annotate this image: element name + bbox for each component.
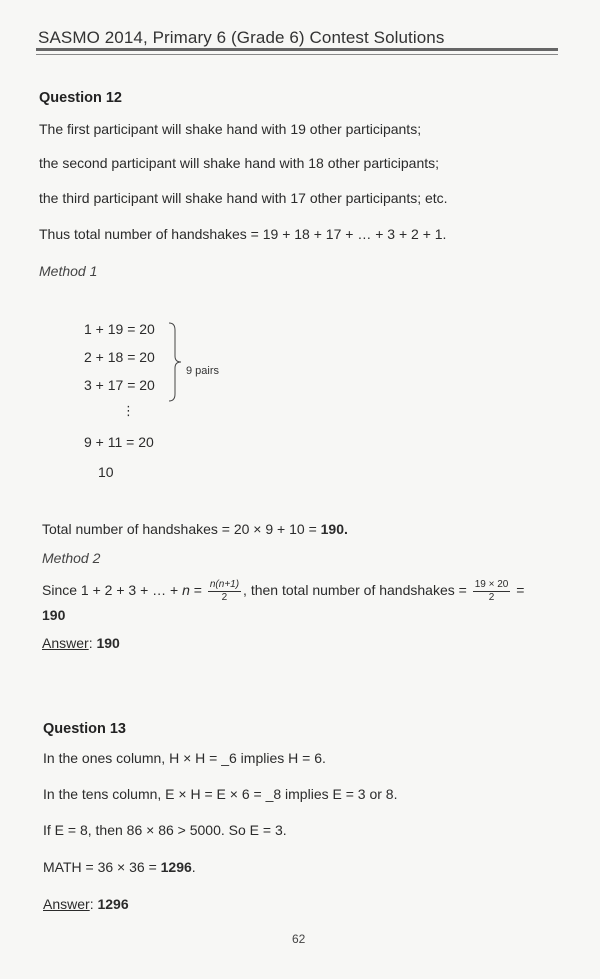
answer-value: 1296 (97, 896, 129, 912)
q13-line-1: In the ones column, H × H = _6 implies H = 6. (43, 750, 326, 766)
pair-2: 2 + 18 = 20 (84, 349, 155, 365)
q13-line-2: In the tens column, E × H = E × 6 = _8 implies E = 3 or 8. (43, 786, 398, 802)
pairs-label: 9 pairs (186, 365, 220, 377)
fraction-2-numerator: 19 × 20 (474, 578, 509, 590)
answer-label: Answer (42, 635, 89, 651)
q12-line-4: Thus total number of handshakes = 19 + 18 + 17 + … + 3 + 2 + 1. (39, 226, 447, 242)
fraction-1-numerator: n(n+1) (209, 578, 240, 590)
answer-value: 190 (96, 635, 120, 651)
method-2-label: Method 2 (42, 550, 101, 566)
fraction-19x20 (473, 579, 511, 604)
question-12-title: Question 12 (39, 90, 122, 106)
total-prefix: Total number of handshakes = 20 × 9 + 10 = (42, 521, 321, 537)
method-1-label: Method 1 (39, 263, 98, 279)
since-n: n (182, 582, 190, 598)
since-end: = (512, 582, 525, 598)
question-13-title: Question 13 (43, 721, 126, 737)
header-rule-thin (36, 54, 558, 55)
math-value: 1296 (160, 859, 192, 875)
q13-math-line (43, 859, 196, 875)
page-number: 62 (292, 932, 306, 946)
q12-answer (42, 635, 120, 651)
q13-line-3: If E = 8, then 86 × 86 > 5000. So E = 3. (43, 822, 287, 838)
q12-line-2: the second participant will shake hand with 18 other participants; (39, 155, 440, 171)
math-prefix: MATH = 36 × 36 = (43, 859, 161, 875)
math-end: . (191, 859, 196, 875)
since-eq: = (189, 582, 206, 598)
vertical-ellipsis: ⋮ (122, 403, 135, 418)
fraction-n-formula (208, 579, 241, 604)
fraction-1-denominator: 2 (221, 591, 228, 603)
total-handshakes-line (42, 521, 348, 537)
q13-answer (43, 896, 129, 912)
pair-3: 3 + 17 = 20 (84, 377, 155, 393)
since-line (42, 578, 524, 604)
header-rule (36, 48, 558, 51)
middle-number: 10 (98, 464, 114, 480)
total-value: 190. (320, 521, 348, 537)
since-prefix: Since 1 + 2 + 3 + … + (42, 582, 183, 598)
answer-colon: : (89, 896, 98, 912)
pair-9: 9 + 11 = 20 (84, 434, 154, 450)
answer-colon: : (88, 635, 97, 651)
q12-line-1: The first participant will shake hand with 19 other participants; (39, 121, 422, 137)
page-header-title: SASMO 2014, Primary 6 (Grade 6) Contest Solutions (38, 28, 445, 47)
since-result: 190 (42, 607, 66, 623)
q12-line-3: the third participant will shake hand with 17 other participants; etc. (39, 190, 448, 206)
fraction-2-denominator: 2 (488, 591, 495, 603)
since-mid: , then total number of handshakes = (243, 582, 471, 598)
curly-brace-icon (168, 322, 182, 402)
answer-label: Answer (43, 896, 90, 912)
pair-1: 1 + 19 = 20 (84, 321, 155, 337)
